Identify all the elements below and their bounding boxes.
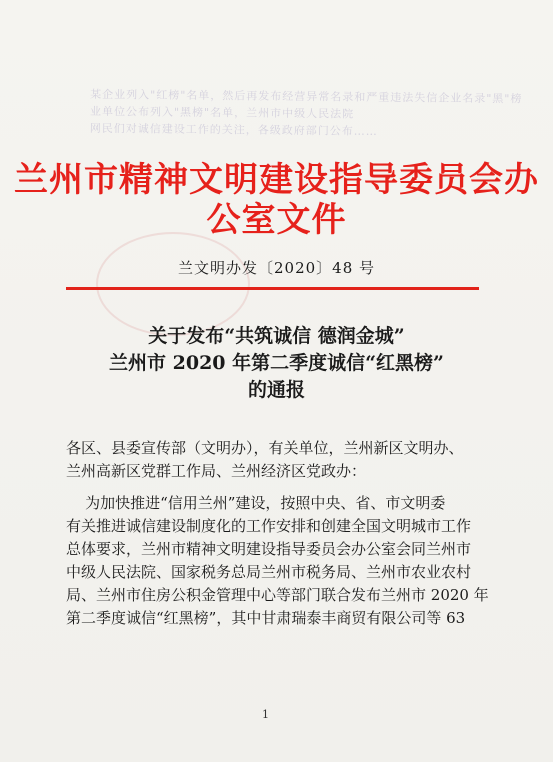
paragraph-line: 第二季度诚信“红黑榜”，其中甘肃瑞泰丰商贸有限公司等 63 <box>66 609 466 627</box>
ghost-line: 网民们对诚信建设工作的关注，各级政府部门公布…… <box>89 121 378 138</box>
title-line: 的通报 <box>247 379 305 401</box>
paragraph-line: 有关推进诚信建设制度化的工作安排和创建全国文明城市工作 <box>66 517 472 535</box>
paragraph-line: 中级人民法院、国家税务总局兰州市税务局、兰州市农业农村 <box>66 563 472 581</box>
ghost-line: 业单位公布列入"黑榜"名单，兰州市中级人民法院 <box>89 104 355 121</box>
document-title <box>0 323 553 404</box>
paragraph-line: 总体要求，兰州市精神文明建设指导委员会办公室会同兰州市 <box>66 540 472 558</box>
salutation-line: 各区、县委宣传部（文明办），有关单位，兰州新区文明办、 <box>66 439 464 457</box>
bleed-through-text <box>89 86 523 141</box>
ghost-line: 某企业列入"红榜"名单，然后再发布经营异常名录和严重违法失信企业名录"黑"榜 <box>90 87 523 106</box>
salutation-line: 兰州高新区党群工作局、兰州经济区党政办： <box>66 462 367 480</box>
red-separator-line <box>66 287 479 290</box>
document-number: 兰文明办发〔2020〕48 号 <box>177 259 376 277</box>
document-body <box>66 437 496 630</box>
paragraph-line: 为加快推进“信用兰州”建设，按照中央、省、市文明委 <box>66 494 446 512</box>
issuer-header: 兰州市精神文明建设指导委员会办公室文件 <box>14 160 539 240</box>
paragraph-line: 局、兰州市住房公积金管理中心等部门联合发布兰州市 2020 年 <box>66 586 489 604</box>
title-line: 关于发布“共筑诚信 德润金城” <box>148 325 405 347</box>
title-line: 兰州市 2020 年第二季度诚信“红黑榜” <box>109 352 444 374</box>
faint-seal-mark <box>96 232 250 336</box>
page-number: 1 <box>262 708 269 721</box>
